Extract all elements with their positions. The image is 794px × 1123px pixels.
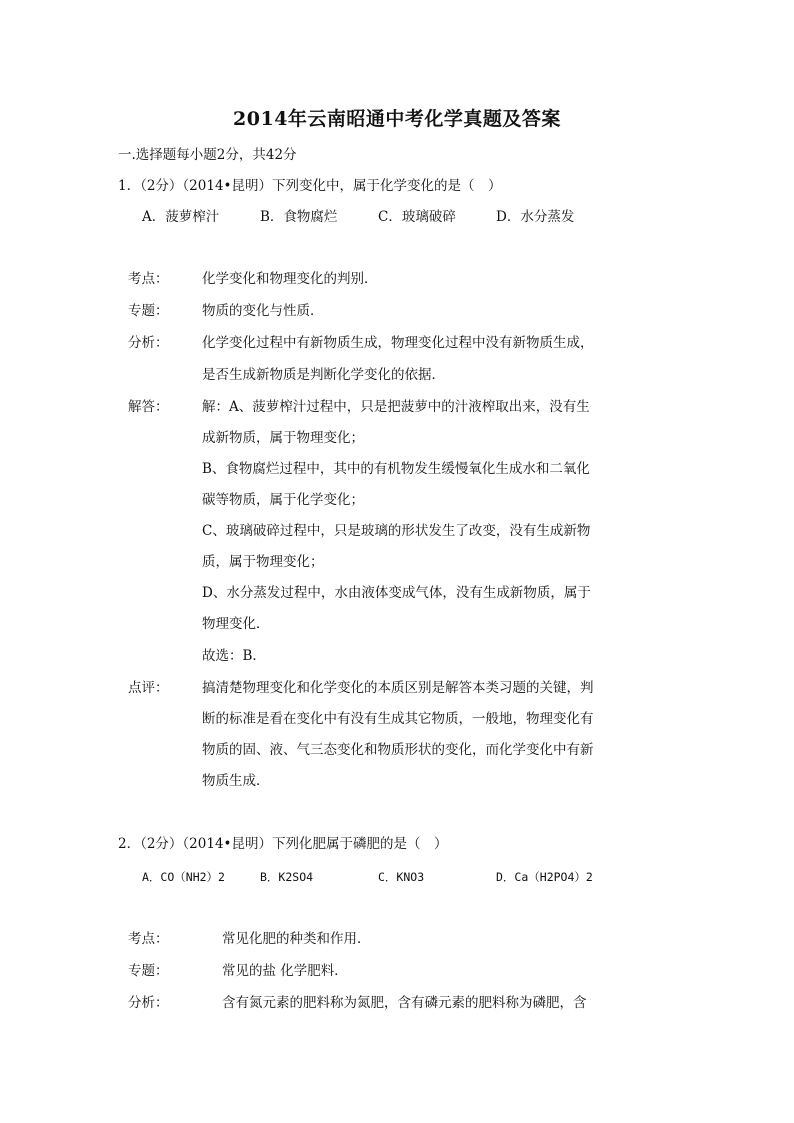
q2-fenxi-label: 分析： [128, 995, 169, 1011]
q2-zhuanti-text: 常见的盐 化学肥料． [222, 963, 348, 979]
question-2-option-d: D．Ca（H2PO4）2 [496, 870, 593, 884]
q1-jieda-line: C、玻璃破碎过程中，只是玻璃的形状发生了改变，没有生成新物 [202, 523, 591, 539]
question-2-option-c: C．KNO3 [378, 870, 425, 884]
question-2-stem: 2．（2分）（2014•昆明）下列化肥属于磷肥的是（ ） [118, 836, 448, 852]
q1-jieda-line: 碳等物质，属于化学变化； [202, 492, 364, 508]
section-heading: 一.选择题每小题2分，共42分 [118, 147, 297, 163]
q1-jieda-answer: 故选：B． [202, 648, 266, 664]
q1-fenxi-label: 分析： [128, 335, 169, 351]
q2-kaodian-text: 常见化肥的种类和作用． [222, 931, 371, 947]
q1-kaodian-label: 考点： [128, 271, 169, 287]
q1-kaodian-text: 化学变化和物理变化的判别． [202, 271, 378, 287]
q1-dianping-line: 物质的固、液、气三态变化和物质形状的变化，而化学变化中有新 [202, 742, 594, 758]
q1-jieda-line: B、食物腐烂过程中，其中的有机物发生缓慢氧化生成水和二氧化 [202, 461, 590, 477]
q1-jieda-line: 质，属于物理变化； [202, 554, 324, 570]
q1-jieda-line: 成新物质，属于物理变化； [202, 430, 364, 446]
question-1-option-b: B．食物腐烂 [260, 209, 338, 225]
question-2-option-b: B．K2SO4 [260, 870, 314, 884]
q1-jieda-line: 物理变化． [202, 616, 270, 632]
q1-jieda-line: 解：A、菠萝榨汁过程中，只是把菠萝中的汁液榨取出来，没有生 [202, 399, 590, 415]
question-2-option-a: A．CO（NH2）2 [142, 870, 225, 884]
q1-zhuanti-text: 物质的变化与性质． [202, 303, 324, 319]
page-title: 2014年云南昭通中考化学真题及答案 [233, 108, 561, 130]
question-1-option-c: C．玻璃破碎 [378, 209, 456, 225]
q1-dianping-line: 搞清楚物理变化和化学变化的本质区别是解答本类习题的关键，判 [202, 680, 594, 696]
q1-dianping-line: 物质生成． [202, 773, 270, 789]
q1-dianping-label: 点评： [128, 680, 169, 696]
q2-fenxi-line: 含有氮元素的肥料称为氮肥，含有磷元素的肥料称为磷肥，含 [222, 995, 587, 1011]
q2-zhuanti-label: 专题： [128, 963, 169, 979]
q1-jieda-label: 解答： [128, 399, 169, 415]
q1-jieda-line: D、水分蒸发过程中，水由液体变成气体，没有生成新物质，属于 [202, 585, 591, 601]
q1-fenxi-line: 是否生成新物质是判断化学变化的依据． [202, 367, 445, 383]
q1-dianping-line: 断的标准是看在变化中有没有生成其它物质，一般地，物理变化有 [202, 711, 594, 727]
question-1-option-a: A．菠萝榨汁 [142, 209, 220, 225]
question-1-option-d: D．水分蒸发 [496, 209, 575, 225]
q1-zhuanti-label: 专题： [128, 303, 169, 319]
q2-kaodian-label: 考点： [128, 931, 169, 947]
q1-fenxi-line: 化学变化过程中有新物质生成，物理变化过程中没有新物质生成， [202, 335, 594, 351]
question-1-stem: 1．（2分）（2014•昆明）下列变化中，属于化学变化的是（ ） [118, 178, 502, 194]
